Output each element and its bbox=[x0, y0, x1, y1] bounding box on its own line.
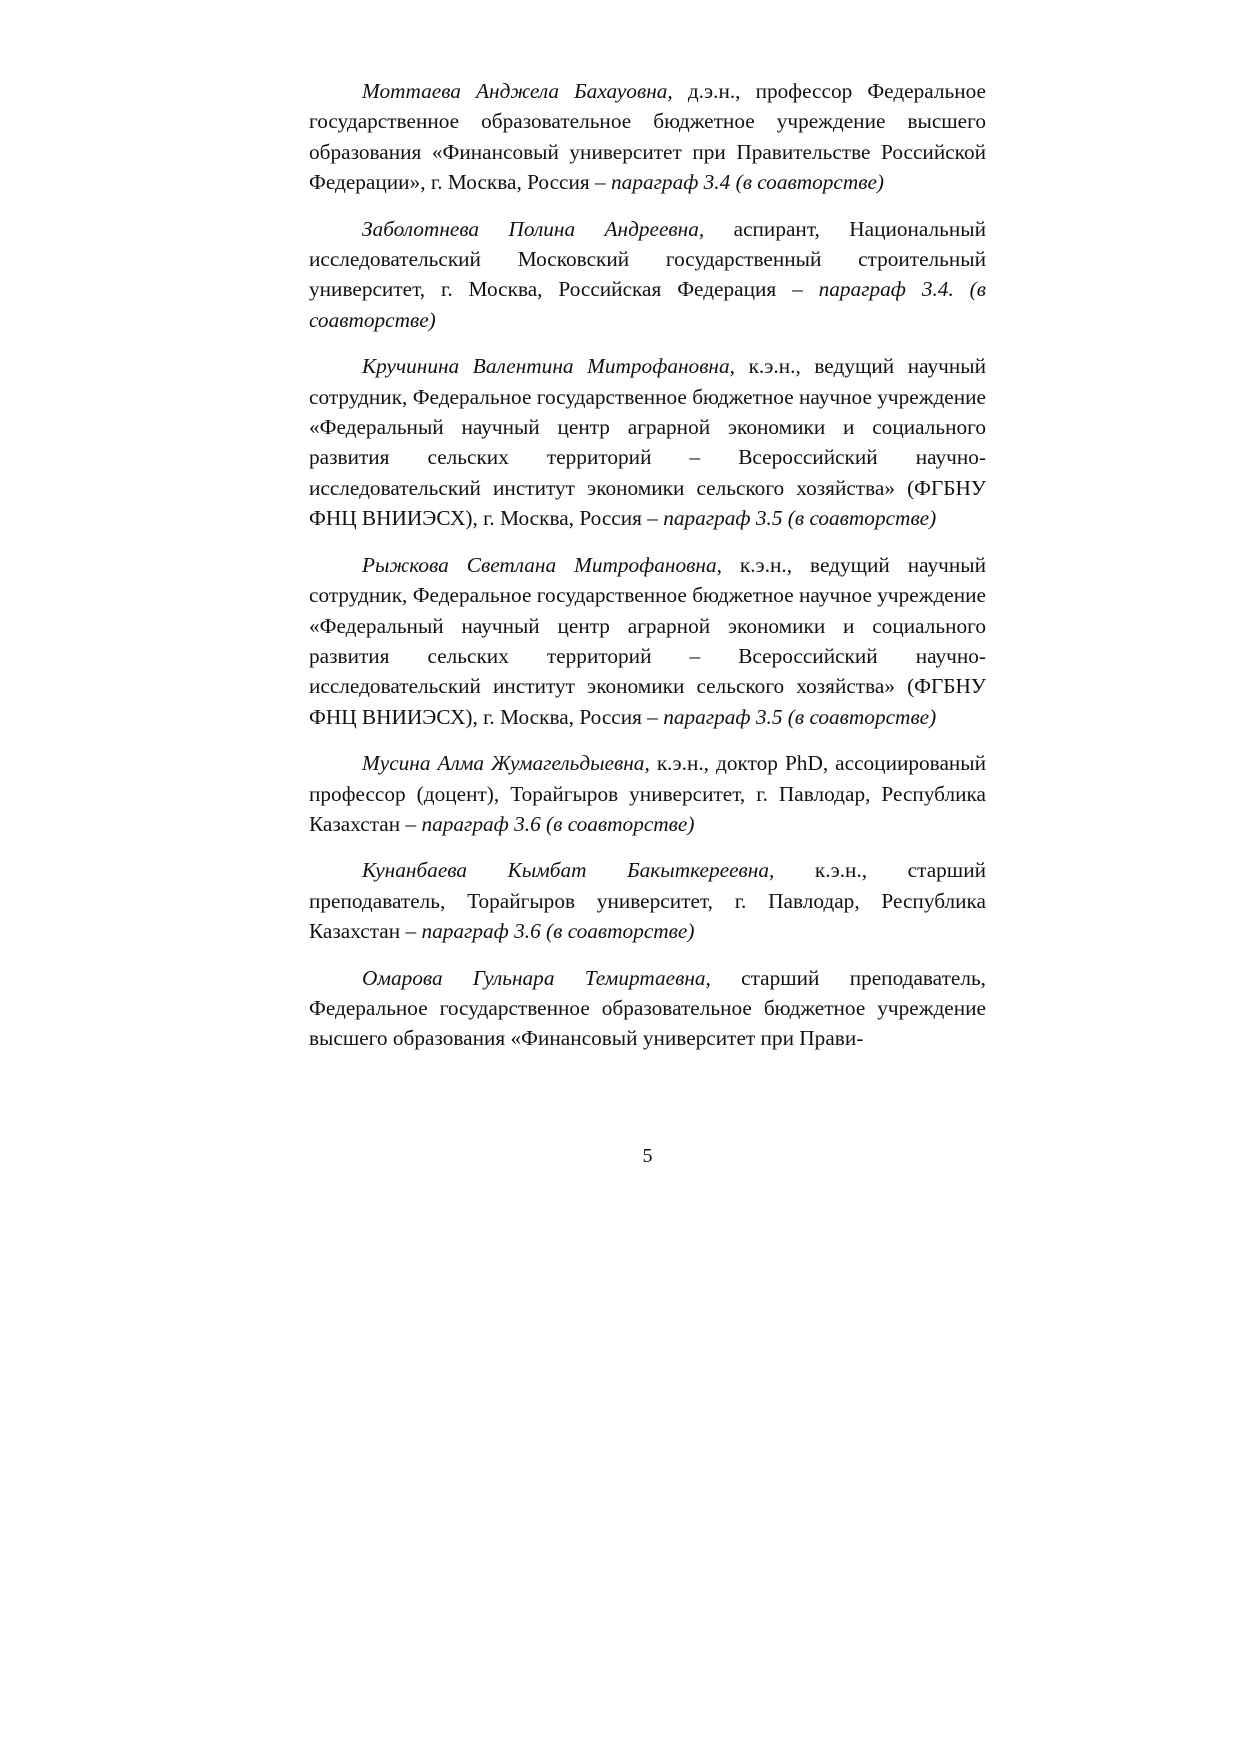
author-details: к.э.н., доктор PhD, ассоциированый профессор (доцент), Торайгыров университет, г. Павлодар, Республика Казахстан – bbox=[309, 751, 987, 836]
author-entry-kruchinina bbox=[309, 351, 986, 533]
author-name: Заболотнева Полина Андреевна, bbox=[362, 216, 705, 241]
author-details: старший преподаватель, Федеральное государственное образовательное бюджетное учреждение высшего образования «Финансовый университет при Прави- bbox=[309, 965, 987, 1051]
author-entry-musina bbox=[309, 748, 986, 839]
page-number: 5 bbox=[642, 1145, 653, 1167]
author-name: Рыжкова Светлана Митрофановна, bbox=[362, 552, 722, 577]
author-name: Кручинина Валентина Митрофановна, bbox=[362, 354, 735, 379]
author-name: Мусина Алма Жумагельдыевна, bbox=[362, 751, 650, 776]
author-entry-ryzhkova bbox=[309, 550, 986, 732]
author-entry-kunanbaeva bbox=[309, 855, 986, 946]
section-reference: параграф 3.5 (в соавторстве) bbox=[663, 506, 937, 531]
author-name: Кунанбаева Кымбат Бакыткереевна, bbox=[362, 858, 775, 883]
author-details: д.э.н., профессор Федеральное государственное образовательное бюджетное учреждение высшего образования «Финансовый университет при Правительстве Российской Федерации», г. Москва, Россия – bbox=[309, 79, 987, 195]
author-name: Моттаева Анджела Бахауовна, bbox=[362, 79, 673, 103]
section-reference: параграф 3.5 (в соавторстве) bbox=[663, 704, 937, 729]
author-details: к.э.н., ведущий научный сотрудник, Федеральное государственное бюджетное научное учреждение «Федеральный научный центр аграрной экономики и социального развития сельских территорий – Всероссийский научно-исследовательский институт экономики сельского хозяйства» (ФГБНУ ФНЦ ВНИИЭСХ), г. Москва, Россия – bbox=[309, 552, 986, 729]
author-name: Омарова Гульнара Темиртаевна, bbox=[362, 965, 711, 990]
author-details: к.э.н., ведущий научный сотрудник, Федеральное государственное бюджетное научное учреждение «Федеральный научный центр аграрной экономики и социального развития сельских территорий – Всероссийский научно-исследовательский институт экономики сельского хозяйства» (ФГБНУ ФНЦ ВНИИЭСХ), г. Москва, Россия – bbox=[309, 354, 986, 531]
author-details: аспирант, Национальный исследовательский Московский государственный строительный университет, г. Москва, Российская Федерация – bbox=[309, 216, 986, 302]
author-entry-mottaeva bbox=[309, 76, 986, 198]
section-reference: параграф 3.6 (в соавторстве) bbox=[421, 811, 695, 836]
section-reference: параграф 3.4 (в соавторстве) bbox=[611, 170, 885, 195]
author-details: к.э.н., старший преподаватель, Торайгыров университет, г. Павлодар, Республика Казахстан – bbox=[309, 858, 986, 944]
author-entry-zabolotneva bbox=[309, 214, 986, 336]
section-reference: параграф 3.6 (в соавторстве) bbox=[421, 919, 695, 944]
author-list bbox=[309, 76, 986, 1070]
section-reference: параграф 3.4. (в соавторстве) bbox=[309, 277, 986, 332]
author-entry-omarova bbox=[309, 963, 986, 1054]
